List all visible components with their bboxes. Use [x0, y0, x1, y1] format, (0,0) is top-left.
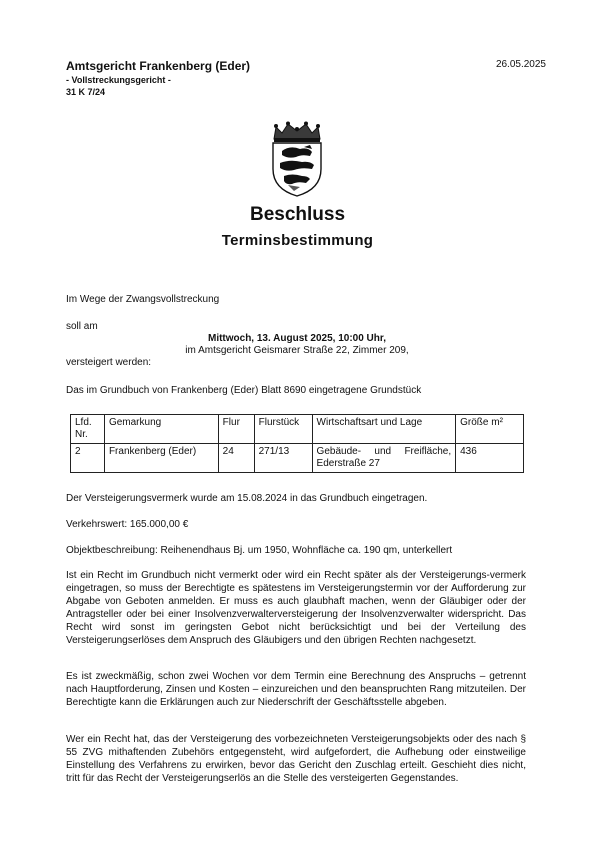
paragraph-rights-registration: Ist ein Recht im Grundbuch nicht vermerkt oder wird ein Recht später als der Versteigerungs-vermerk eingetragen, so muss der Berechtigte es spätestens im Versteigerungstermin vor der Aufforderung zur Abgabe von Geboten anmelden. Er muss es auch glaubhaft machen, wenn der Gläubiger oder der Antragsteller oder bei einer Insolvenzverwalterversteigerung der Insolvenzverwalter widerspricht. Das Recht wird sonst im geringsten Gebot nicht berücksichtigt und bei der Verteilung des Versteigerungserlöses dem Anspruch des Gläubigers und den übrigen Rechten nachgesetzt. — [66, 570, 526, 647]
hessen-coat-of-arms-icon — [266, 121, 328, 197]
intro-line-3: versteigert werden: — [66, 357, 152, 368]
object-description: Objektbeschreibung: Reihenendhaus Bj. um 1950, Wohnfläche ca. 190 qm, unterkellert — [66, 545, 453, 556]
table-header-row — [71, 415, 524, 444]
table-header-cell: Wirtschaftsart und Lage — [312, 415, 456, 444]
court-name: Amtsgericht Frankenberg (Eder) — [66, 59, 251, 73]
table-cell: 24 — [218, 444, 254, 473]
property-table — [70, 414, 524, 473]
market-value: Verkehrswert: 165.000,00 € — [66, 519, 189, 530]
intro-line-2: soll am — [66, 321, 98, 332]
table-header-cell: Lfd. Nr. — [71, 415, 105, 444]
property-line: Das im Grundbuch von Frankenberg (Eder) Blatt 8690 eingetragene Grundstück — [66, 385, 422, 396]
table-cell: 271/13 — [254, 444, 312, 473]
paragraph-opposing-rights: Wer ein Recht hat, das der Versteigerung des vorbezeichneten Versteigerungsobjekts oder des nach § 55 ZVG mithaftenden Zubehörs entgegensteht, wird aufgefordert, die Aufhebung oder einstweilige Einstellung des Verfahrens zu erwirken, bevor das Gericht den Zuschlag erteilt. Geschieht dies nicht, tritt für das Recht der Versteigerungserlös an die Stelle des versteigerten Gegenstandes. — [66, 734, 526, 785]
table-cell: 436 — [456, 444, 524, 473]
document-date: 26.05.2025 — [495, 59, 546, 70]
table-cell: 2 — [71, 444, 105, 473]
appointment-date: Mittwoch, 13. August 2025, 10:00 Uhr, — [207, 333, 386, 344]
paragraph-claim-calculation: Es ist zweckmäßig, schon zwei Wochen vor dem Termin eine Berechnung des Anspruchs – getrennt nach Hauptforderung, Zinsen und Kosten – einzureichen und den beanspruchten Rang mitzuteilen. Der Berechtigte kann die Erklärungen auch zur Niederschrift der Geschäftsstelle abgeben. — [66, 671, 526, 709]
document-subtitle: Terminsbestimmung — [221, 232, 374, 249]
table-header-cell: Flur — [218, 415, 254, 444]
table-row — [71, 444, 524, 473]
table-header-cell: Größe m² — [456, 415, 524, 444]
table-header-cell: Gemarkung — [104, 415, 218, 444]
intro-line-1: Im Wege der Zwangsvollstreckung — [66, 294, 220, 305]
table-header-cell: Flurstück — [254, 415, 312, 444]
table-cell: Frankenberg (Eder) — [104, 444, 218, 473]
appointment-location: im Amtsgericht Geismarer Straße 22, Zimmer 209, — [185, 345, 409, 356]
document-title: Beschluss — [249, 204, 346, 225]
case-number: 31 K 7/24 — [66, 87, 106, 97]
table-cell: Gebäude- und Freifläche, Ederstraße 27 — [312, 444, 456, 473]
court-division: - Vollstreckungsgericht - — [66, 75, 171, 85]
registration-note: Der Versteigerungsvermerk wurde am 15.08.2024 in das Grundbuch eingetragen. — [66, 493, 428, 504]
